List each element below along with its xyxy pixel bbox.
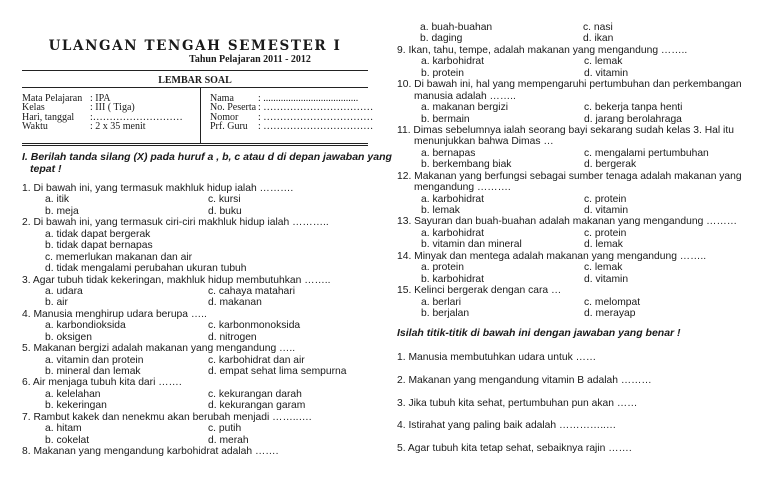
question-text: 11. Dimas sebelumnya ialah seorang bayi sekarang sudah kelas 3. Hal itu <box>397 124 734 136</box>
option: d. merah <box>208 434 249 446</box>
info-label: Hari, tanggal <box>22 111 75 123</box>
section1-instruction <box>22 151 392 175</box>
option: c. cahaya matahari <box>208 285 295 297</box>
option: d. nitrogen <box>208 331 257 343</box>
questions-right-column <box>375 22 768 319</box>
info-value: : …………………………… <box>258 102 374 114</box>
info-value: :……………………… <box>90 111 183 123</box>
option: c. putih <box>208 423 242 435</box>
option: a. karbohidrat <box>421 227 484 239</box>
option: b. protein <box>421 67 464 79</box>
option: a. karbondioksida <box>45 320 126 332</box>
option: b. lemak <box>421 205 460 216</box>
option: c. protein <box>584 193 627 205</box>
option: b. cokelat <box>45 434 90 446</box>
questions-left-column <box>0 183 384 458</box>
option: c. protein <box>584 227 627 239</box>
info-label: Kelas <box>22 102 45 114</box>
option: d. tidak mengalami perubahan ukuran tubuh <box>45 263 247 275</box>
option: b. kekeringan <box>45 400 107 412</box>
option: d. merayap <box>584 307 636 319</box>
option: b. karbohidrat <box>421 273 484 285</box>
option: d. jarang berolahraga <box>584 113 682 125</box>
question-text: 12. Makanan yang berfungsi sebagai sumber tenaga adalah makanan yang <box>397 170 742 182</box>
question-text: 4. Manusia menghirup udara berupa ….. <box>22 308 207 320</box>
option: b. berjalan <box>421 307 470 319</box>
sheet-label: LEMBAR SOAL <box>158 75 232 86</box>
option: b. air <box>45 297 68 309</box>
question-text-continued: manusia adalah …….. <box>414 90 516 102</box>
option: c. mengalami pertumbuhan <box>584 147 709 159</box>
question-text-continued: menunjukkan bahwa Dimas … <box>414 136 554 148</box>
option: d. bergerak <box>584 159 637 171</box>
option: b. berkembang biak <box>421 159 512 171</box>
option: c. bekerja tanpa henti <box>584 102 683 114</box>
fill-in-item: 3. Jika tubuh kita sehat, pertumbuhan pun akan …… <box>397 397 638 409</box>
option: a. hitam <box>45 423 82 435</box>
info-label: Nomor <box>210 111 239 123</box>
info-label: Prf. Guru <box>210 120 248 132</box>
option: a. makanan bergizi <box>421 102 509 114</box>
option: d. vitamin <box>584 205 629 216</box>
question-text: 1. Di bawah ini, yang termasuk makhluk hidup ialah ………. <box>22 183 294 194</box>
option: d. vitamin <box>584 273 629 285</box>
question-text-continued: mengandung ………. <box>414 182 511 194</box>
option: b. daging <box>420 33 463 45</box>
option: c. melompat <box>584 296 641 308</box>
question-text: 2. Di bawah ini, yang termasuk ciri-ciri makhluk hidup ialah ……….. <box>22 217 329 229</box>
option: d. ikan <box>583 33 614 45</box>
info-value: : III ( Tiga) <box>90 102 135 114</box>
option: c. karbonmonoksida <box>208 320 301 332</box>
option: c. nasi <box>583 22 613 33</box>
question-text: 13. Sayuran dan buah-buahan adalah makanan yang mengandung ……… <box>397 216 738 228</box>
question-text: 14. Minyak dan mentega adalah makanan yang mengandung …….. <box>397 250 707 262</box>
option: a. kelelahan <box>45 388 101 400</box>
info-value: : 2 x 35 menit <box>90 120 146 132</box>
question-text: 6. Air menjaga tubuh kita dari ……. <box>22 377 182 389</box>
divider <box>200 87 201 144</box>
question-text: 5. Makanan bergizi adalah makanan yang mengandung ….. <box>22 343 296 355</box>
info-label: Mata Pelajaran <box>22 93 83 104</box>
option: a. berlari <box>421 296 462 308</box>
question-text: 7. Rambut kakek dan nenekmu akan berubah menjadi ……..…. <box>22 411 312 423</box>
option: c. lemak <box>584 262 623 274</box>
option: a. buah-buahan <box>420 22 493 33</box>
info-label: No. Peserta <box>210 102 257 114</box>
option: a. bernapas <box>421 147 476 159</box>
option: b. mineral dan lemak <box>45 366 141 377</box>
instruction-line: tepat ! <box>30 163 62 175</box>
divider <box>22 145 368 146</box>
option: a. itik <box>45 194 70 206</box>
option: a. protein <box>421 262 464 274</box>
option: b. meja <box>45 205 79 217</box>
option: a. tidak dapat bergerak <box>45 228 151 240</box>
section2-instruction: Isilah titik-titik di bawah ini dengan jawaban yang benar ! <box>397 327 681 339</box>
info-value: : IPA <box>90 93 111 104</box>
option: a. karbohidrat <box>421 193 484 205</box>
question-text: 3. Agar tubuh tidak kekeringan, makhluk hidup membutuhkan …….. <box>22 274 331 286</box>
option: b. tidak dapat bernapas <box>45 240 153 252</box>
option: d. buku <box>208 205 242 217</box>
fill-in-item: 5. Agar tubuh kita tetap sehat, sebaiknya rajin ……. <box>397 443 632 455</box>
info-value: : …………………………… <box>258 120 374 132</box>
option: c. kekurangan darah <box>208 388 302 400</box>
divider <box>22 143 368 144</box>
option: c. kursi <box>208 194 241 206</box>
exam-title: ULANGAN TENGAH SEMESTER I <box>48 38 342 54</box>
divider <box>22 87 368 88</box>
fill-in-item: 1. Manusia membutuhkan udara untuk …… <box>397 352 597 363</box>
question-text: 15. Kelinci bergerak dengan cara … <box>397 285 562 297</box>
option: d. makanan <box>208 297 262 309</box>
question-text: 8. Makanan yang mengandung karbohidrat adalah ……. <box>22 446 279 458</box>
info-value: : ...................................... <box>258 93 359 104</box>
instruction-line: I. Berilah tanda silang (X) pada huruf a , b, c atau d di depan jawaban yang <box>22 151 392 163</box>
option: a. udara <box>45 285 83 297</box>
option: b. vitamin dan mineral <box>421 239 522 251</box>
fill-in-item: 2. Makanan yang mengandung vitamin B adalah ……… <box>397 374 652 386</box>
option: a. karbohidrat <box>421 56 484 68</box>
option: a. vitamin dan protein <box>45 354 144 366</box>
question-text: 10. Di bawah ini, hal yang mempengaruhi pertumbuhan dan perkembangan <box>397 79 742 91</box>
option: b. bermain <box>421 113 470 125</box>
option: d. lemak <box>584 239 623 251</box>
info-label: Nama <box>210 93 234 104</box>
option: c. karbohidrat dan air <box>208 354 305 366</box>
info-label: Waktu <box>22 120 48 132</box>
divider <box>22 70 368 71</box>
info-value: : …………………………… <box>258 111 374 123</box>
option: d. vitamin <box>584 67 629 79</box>
option: d. empat sehat lima sempurna <box>208 366 347 377</box>
option: b. oksigen <box>45 331 92 343</box>
option: c. lemak <box>584 56 623 68</box>
option: d. kekurangan garam <box>208 400 306 412</box>
fill-in-item: 4. Istirahat yang paling baik adalah …………..… <box>397 420 617 432</box>
school-year: Tahun Pelajaran 2011 - 2012 <box>189 54 311 65</box>
question-text: 9. Ikan, tahu, tempe, adalah makanan yang mengandung …….. <box>397 44 688 56</box>
option: c. memerlukan makanan dan air <box>45 251 193 263</box>
